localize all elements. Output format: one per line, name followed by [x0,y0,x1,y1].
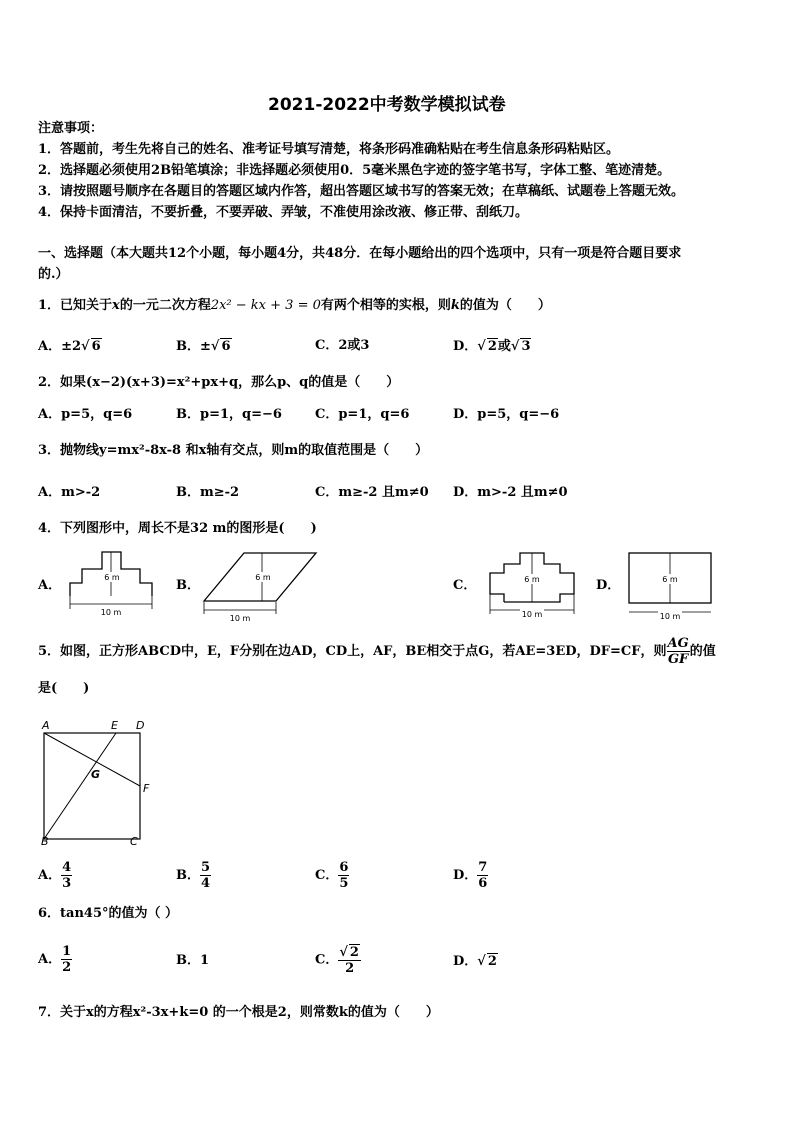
notice-heading: 注意事项： [38,121,104,136]
label-g: G [91,768,101,781]
question-6-stem: 6．tan45°的值为（ ） [38,906,179,921]
q4a-height-label: 6 m [104,573,120,582]
question-3-stem: 3．抛物线y=mx²-8x-8 和x轴有交点，则m的取值范围是（ ） [38,443,429,458]
q6-option-a[interactable]: A． $\frac{1}{2}$ [38,944,72,975]
label-b: B [41,835,49,848]
label-d: D [136,719,145,732]
q4b-height-label: 6 m [255,573,271,582]
q4c-width-label: 10 m [521,610,543,619]
q5-option-d[interactable]: D． $\frac{7}{6}$ [453,860,488,891]
sqrt-icon [477,954,486,969]
q1-option-c[interactable]: C．2或3 [315,338,370,353]
q6-option-d[interactable]: D．√ 2 [453,953,498,970]
sqrt-icon [81,339,90,354]
question-5-stem-cont: 是( ) [38,681,90,696]
q4-option-b[interactable]: B． [176,578,200,593]
q6-option-b[interactable]: B．1 [176,953,210,968]
q3-option-c[interactable]: C．m≥-2 且m≠0 [315,485,429,500]
section-heading-cont: 的.） [38,267,69,282]
q3-option-b[interactable]: B．m≥-2 [176,485,240,500]
sqrt-icon [339,945,348,960]
q1-option-d[interactable]: D．√ 2或√ 3 [453,338,531,355]
q5-option-b[interactable]: B． $\frac{5}{4}$ [176,860,211,891]
label-c: C [130,835,138,848]
q4-figure-b [200,550,320,622]
q4b-width-label: 10 m [229,614,251,622]
notice-item: 3．请按照题号顺序在各题目的答题区域内作答，超出答题区域书写的答案无效；在草稿纸、试题卷上答题无效。 [38,184,685,199]
q4c-height-label: 6 m [524,575,540,584]
section-heading: 一、选择题（本大题共12个小题，每小题4分，共48分．在每小题给出的四个选项中，只有一项是符合题目要求 [38,246,682,261]
question-7-stem: 7．关于x的方程x²-3x+k=0 的一个根是2，则常数k的值为（ ） [38,1005,439,1020]
q5-square-figure [36,717,162,851]
q4-figure-d [626,550,714,622]
question-2-stem: 2．如果(x−2)(x+3)=x²+px+q，那么p、q的值是（ ） [38,375,400,390]
sqrt-icon [477,339,486,354]
q4-figure-c [486,550,578,620]
notice-item: 2．选择题必须使用2B铅笔填涂；非选择题必须使用0．5毫米黑色字迹的签字笔书写，字体工整、笔迹清楚。 [38,163,671,178]
q5-option-a[interactable]: A． $\frac{4}{3}$ [38,860,72,891]
q4-option-a[interactable]: A． [38,578,62,593]
label-f: F [143,782,150,795]
question-4-stem: 4．下列图形中，周长不是32 m的图形是( ) [38,521,317,536]
q4a-width-label: 10 m [100,608,122,617]
q4d-width-label: 10 m [659,612,681,621]
q4-option-d[interactable]: D． [596,578,621,593]
q4-figure-a [66,549,156,619]
sqrt-icon [511,339,520,354]
q3-option-a[interactable]: A．m>-2 [38,485,101,500]
q5-option-c[interactable]: C． $\frac{6}{5}$ [315,860,349,891]
notice-item: 1．答题前，考生先将自己的姓名、准考证号填写清楚，将条形码准确粘贴在考生信息条形码粘贴区。 [38,142,620,157]
q2-option-a[interactable]: A．p=5，q=6 [38,407,133,422]
label-e: E [111,719,118,732]
q2-option-c[interactable]: C．p=1，q=6 [315,407,410,422]
q6-option-c[interactable]: C． √ $\frac{2}{2}$ [315,944,361,976]
page-title: 2021-2022中考数学模拟试卷 [268,95,506,115]
q4-option-c[interactable]: C． [453,578,477,593]
q1-option-b[interactable]: B．±√ 6 [176,338,232,355]
q2-option-d[interactable]: D．p=5，q=−6 [453,407,560,422]
q3-option-d[interactable]: D．m>-2 且m≠0 [453,485,568,500]
q2-option-b[interactable]: B．p=1，q=−6 [176,407,282,422]
q4d-height-label: 6 m [662,575,678,584]
sqrt-icon [211,339,220,354]
label-a: A [42,719,50,732]
question-1-stem: 1．已知关于x的一元二次方程2x² − kx + 3 = 0有两个相等的实根，则k的值为（ ） [38,298,551,313]
q1-option-a[interactable]: A．±2√ 6 [38,338,102,355]
question-5-stem: 5．如图，正方形ABCD中，E，F分别在边AD，CD上，AF，BE相交于点G，若AE=3ED，DF=CF，则 $\frac{AG}{GF}$ 的值 [38,636,716,667]
notice-item: 4．保持卡面清洁，不要折叠，不要弄破、弄皱，不准使用涂改液、修正带、刮纸刀。 [38,205,529,220]
